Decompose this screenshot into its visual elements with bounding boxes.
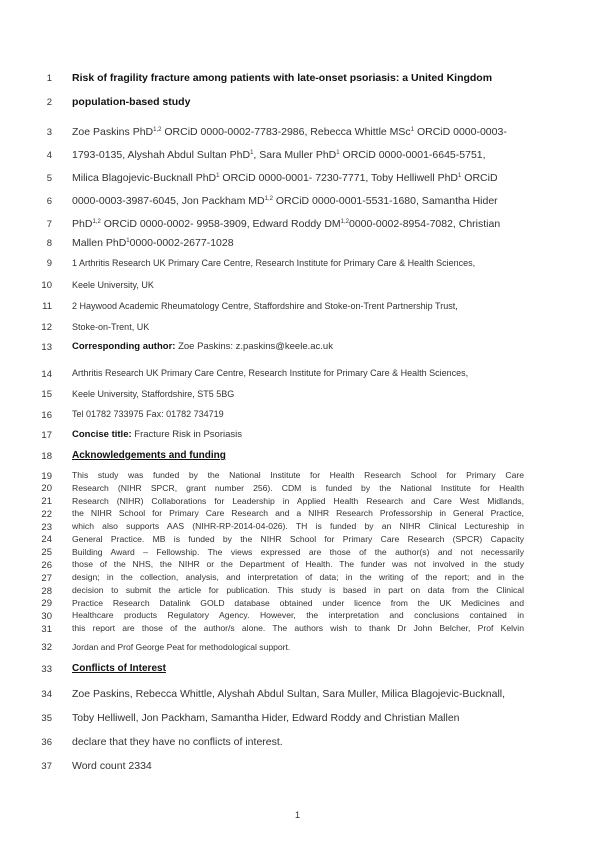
affiliation-line: 1 Arthritis Research UK Primary Care Centre, Research Institute for Primary Care & Health Sciences, (72, 258, 476, 268)
author-name: PhD (72, 218, 93, 230)
author-line (72, 149, 524, 161)
line-number: 34 (41, 689, 52, 700)
author-affiliation: 1 (410, 127, 415, 133)
line-number: 19 (41, 471, 52, 482)
author-line (72, 218, 524, 230)
author-affiliation: 1 (216, 173, 220, 179)
author-orcid: ORCiD 0000-0002-7783-2986, Rebecca Whittle MSc (161, 126, 411, 138)
affiliation-line: Keele University, UK (72, 280, 154, 290)
affiliation-line: Stoke-on-Trent, UK (72, 322, 150, 332)
line-number: 23 (41, 522, 52, 533)
paper-title-line-2: population-based study (72, 96, 191, 108)
conflicts-heading: Conflicts of Interest (72, 663, 166, 674)
author-orcid: ORCiD (461, 172, 498, 184)
line-number: 36 (41, 737, 52, 748)
line-number: 3 (46, 127, 52, 138)
address-line: Keele University, Staffordshire, ST5 5BG (72, 389, 235, 399)
author-name: Milica Blagojevic-Bucknall PhD (72, 172, 217, 184)
author-line (72, 126, 524, 138)
author-affiliation: 1,2 (264, 196, 273, 202)
line-number: 8 (46, 238, 52, 249)
line-number: 10 (41, 280, 52, 291)
line-number: 29 (41, 598, 52, 609)
author-orcid: ORCiD 0000-0003- (414, 126, 507, 138)
line-number: 9 (46, 258, 52, 269)
author-affiliation: 1,2 (340, 219, 349, 225)
author-orcid: ORCiD 0000-0001-5531-1680, Samantha Hider (272, 195, 498, 207)
concise-title-label: Concise title: (72, 429, 132, 440)
line-number: 21 (41, 496, 52, 507)
address-line: Arthritis Research UK Primary Care Centre, Research Institute for Primary Care & Health Sciences, (72, 368, 469, 378)
line-number: 28 (41, 586, 52, 597)
author-line (72, 237, 524, 249)
acknowledgements-line: Building Award – Fellowship. The views expressed are those of the author(s) and not necessarily (72, 547, 524, 557)
acknowledgements-line: this report are those of the author/s alone. The authors wish to thank Dr John Belcher, Prof Kelvin (72, 623, 524, 633)
author-line (72, 172, 524, 184)
author-line (72, 195, 524, 207)
author-affiliation: 1 (126, 238, 130, 244)
author-orcid: ORCiD 0000-0001- 7230-7771, Toby Helliwell PhD (219, 172, 459, 184)
author-affiliation: 1 (458, 173, 462, 179)
acknowledgements-line: Healthcare products Regulatory Agency. However, the interpretation and conclusions contained in (72, 610, 524, 620)
line-number: 16 (41, 410, 52, 421)
acknowledgements-line: those of the NHS, the NIHR or the Department of Health. The funder was not involved in the study (72, 559, 524, 569)
line-number: 14 (41, 369, 52, 380)
line-number: 17 (41, 430, 52, 441)
acknowledgements-heading: Acknowledgements and funding (72, 450, 226, 461)
line-number: 2 (46, 97, 52, 108)
acknowledgements-line: design; in the collection, analysis, and interpretation of data; in the writing of the report; and in the (72, 572, 524, 582)
page-number: 1 (294, 810, 300, 820)
line-number: 27 (41, 573, 52, 584)
line-number: 37 (41, 761, 52, 772)
author-orcid: ORCiD 0000-0002- 9958-3909, Edward Roddy DM (100, 218, 341, 230)
line-number: 26 (41, 560, 52, 571)
acknowledgements-line: Jordan and Prof George Peat for methodological support. (72, 642, 291, 652)
concise-title-value: Fracture Risk in Psoriasis (131, 429, 242, 440)
paper-title-line-1: Risk of fragility fracture among patients with late-onset psoriasis: a United Kingdom (72, 72, 493, 84)
acknowledgements-line: which also supports AAS (NIHR-RP-2014-04-026). TH is funded by an NIHR Clinical Lectureship in (72, 521, 524, 531)
conflicts-line: Toby Helliwell, Jon Packham, Samantha Hider, Edward Roddy and Christian Mallen (72, 712, 460, 724)
line-number: 31 (41, 624, 52, 635)
line-number: 5 (46, 173, 52, 184)
author-name: Zoe Paskins PhD (72, 126, 154, 138)
author-orcid: 0000-0002-8954-7082, Christian (349, 218, 501, 230)
line-number: 1 (46, 73, 52, 84)
affiliation-line: 2 Haywood Academic Rheumatology Centre, Staffordshire and Stoke-on-Trent Partnership Trust, (72, 301, 458, 311)
line-number: 25 (41, 547, 52, 558)
author-affiliation: 1,2 (92, 219, 101, 225)
line-number: 15 (41, 389, 52, 400)
line-number: 22 (41, 509, 52, 520)
line-number: 35 (41, 713, 52, 724)
corresponding-author (72, 341, 524, 352)
line-number: 4 (46, 150, 52, 161)
line-number: 18 (41, 451, 52, 462)
author-orcid: 1793-0135, Alyshah Abdul Sultan PhD (72, 149, 251, 161)
author-orcid: ORCiD 0000-0001-6645-5751, (339, 149, 486, 161)
line-number: 24 (41, 534, 52, 545)
line-number: 20 (41, 483, 52, 494)
author-affiliation: 1 (336, 150, 340, 156)
author-orcid: 0000-0002-2677-1028 (129, 237, 234, 249)
acknowledgements-line: Practice Research Datalink GOLD database obtained under licence from the UK Medicines and (72, 598, 524, 608)
acknowledgements-line: decision to submit the article for publication. This study is based in part on data from the Clinical (72, 585, 524, 595)
line-number: 13 (41, 342, 52, 353)
author-orcid: 0000-0003-3987-6045, Jon Packham MD (72, 195, 265, 207)
corresponding-author-value: Zoe Paskins: z.paskins@keele.ac.uk (175, 341, 333, 352)
line-number: 11 (42, 301, 52, 312)
author-name: Mallen PhD (72, 237, 127, 249)
acknowledgements-line: This study was funded by the National Institute for Health Research School for Primary Care (72, 470, 524, 480)
conflicts-line: Zoe Paskins, Rebecca Whittle, Alyshah Abdul Sultan, Sara Muller, Milica Blagojevic-Bucknall, (72, 688, 506, 700)
corresponding-author-label: Corresponding author: (72, 341, 176, 352)
word-count: Word count 2334 (72, 760, 152, 772)
line-number: 32 (41, 642, 52, 653)
line-number: 6 (46, 196, 52, 207)
line-number: 7 (46, 219, 52, 230)
address-line: Tel 01782 733975 Fax: 01782 734719 (72, 409, 224, 419)
conflicts-line: declare that they have no conflicts of interest. (72, 736, 283, 748)
concise-title (72, 429, 524, 440)
line-number: 12 (41, 322, 52, 333)
author-name: , Sara Muller PhD (253, 149, 337, 161)
acknowledgements-line: General Practice. MB is funded by the NIHR School for Primary Care Research (SPCR) Capacity (72, 534, 524, 544)
acknowledgements-line: Research (NIHR) Collaborations for Leadership in Applied Health Research and Care West Midlands, (72, 496, 524, 506)
author-affiliation: 1,2 (153, 127, 162, 133)
line-number: 33 (41, 664, 52, 675)
line-number: 30 (41, 611, 52, 622)
acknowledgements-line: Research (NIHR SPCR, grant number 256). CDM is funded by the National Institute for Health (72, 483, 524, 493)
author-affiliation: 1 (250, 150, 254, 156)
acknowledgements-line: the NIHR School for Primary Care Research and a NIHR Research Professorship in General Practice, (72, 508, 524, 518)
